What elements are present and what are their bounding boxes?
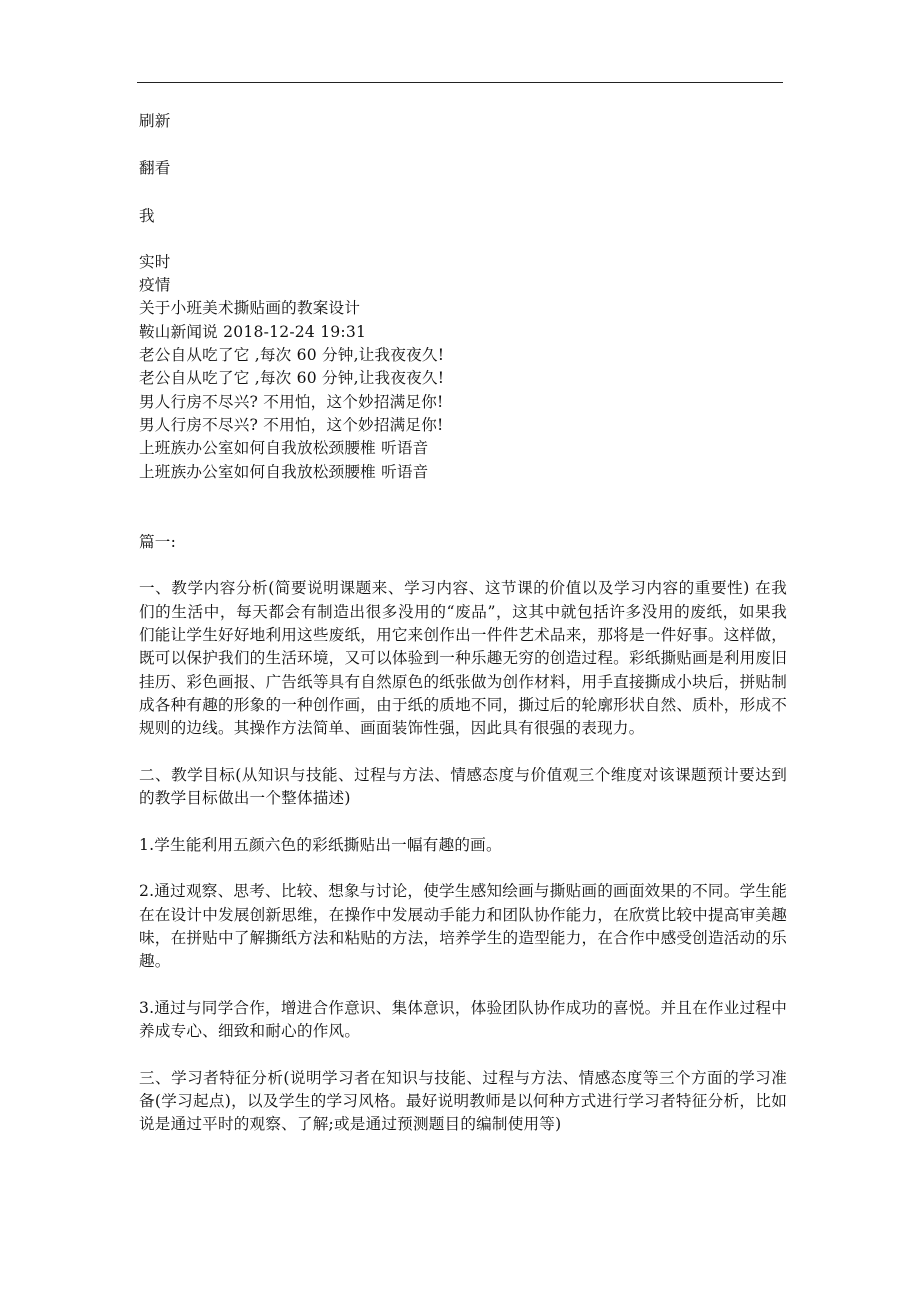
nav-epidemic[interactable]: 疫情 <box>139 276 171 295</box>
paragraph-goal-2: 2.通过观察、思考、比较、想象与讨论，使学生感知绘画与撕贴画的画面效果的不同。学生能在在设计中发展创新思维，在操作中发展动手能力和团队协作能力，在欣赏比较中提高审美趣味，在拼贴中了解撕纸方法和粘贴的方法，培养学生的造型能力，在合作中感受创造活动的乐趣。 <box>139 882 787 971</box>
feed-link-4[interactable]: 男人行房不尽兴? 不用怕，这个妙招满足你! <box>139 415 444 434</box>
feed-link-5[interactable]: 上班族办公室如何自我放松颈腰椎 听语音 <box>139 439 429 458</box>
paragraph-goal-1: 1.学生能利用五颜六色的彩纸撕贴出一幅有趣的画。 <box>139 835 502 854</box>
document-content <box>139 110 787 1137</box>
feed-link-2[interactable]: 老公自从吃了它 ,每次 60 分钟,让我夜夜久! <box>139 369 445 388</box>
feed-link-3[interactable]: 男人行房不尽兴? 不用怕，这个妙招满足你! <box>139 392 444 411</box>
paragraph-goal-3: 3.通过与同学合作，增进合作意识、集体意识，体验团队协作成功的喜悦。并且在作业过程中养成专心、细致和耐心的作风。 <box>139 998 787 1041</box>
feed-link-1[interactable]: 老公自从吃了它 ,每次 60 分钟,让我夜夜久! <box>139 346 445 365</box>
spacer <box>139 484 787 507</box>
nav-me[interactable]: 我 <box>139 206 155 225</box>
section-label: 篇一: <box>139 532 177 551</box>
nav-browse[interactable]: 翻看 <box>139 159 171 178</box>
nav-realtime[interactable]: 实时 <box>139 252 171 271</box>
top-divider <box>137 82 783 83</box>
nav-refresh[interactable]: 刷新 <box>139 112 171 130</box>
article-title: 关于小班美术撕贴画的教案设计 <box>139 299 361 318</box>
article-source: 鞍山新闻说 2018-12-24 19:31 <box>139 322 367 341</box>
paragraph-teaching-goals: 二、教学目标(从知识与技能、过程与方法、情感态度与价值观三个维度对该课题预计要达到的教学目标做出一个整体描述) <box>139 765 787 808</box>
paragraph-content-analysis: 一、教学内容分析(简要说明课题来、学习内容、这节课的价值以及学习内容的重要性) 在我们的生活中，每天都会有制造出很多没用的“废品”，这其中就包括许多没用的废纸，如果我们能让学生好好地利用这些废纸，用它来创作出一件件艺术品来，那将是一件好事。这样做，既可以保护我们的生活环境，又可以体验到一种乐趣无穷的创造过程。彩纸撕贴画是利用废旧挂历、彩色画报、广告纸等具有自然原色的纸张做为创作材料，用手直接撕成小块后，拼贴制成各种有趣的形象的一种创作画，由于纸的质地不同，撕过后的轮廓形状自然、质朴，形成不规则的边线。其操作方法简单、画面装饰性强，因此具有很强的表现力。 <box>139 579 787 738</box>
paragraph-learner-analysis: 三、学习者特征分析(说明学习者在知识与技能、过程与方法、情感态度等三个方面的学习准备(学习起点)，以及学生的学习风格。最好说明教师是以何种方式进行学习者特征分析，比如说是通过平时的观察、了解;或是通过预测题目的编制使用等) <box>139 1068 787 1134</box>
feed-link-6[interactable]: 上班族办公室如何自我放松颈腰椎 听语音 <box>139 462 429 481</box>
